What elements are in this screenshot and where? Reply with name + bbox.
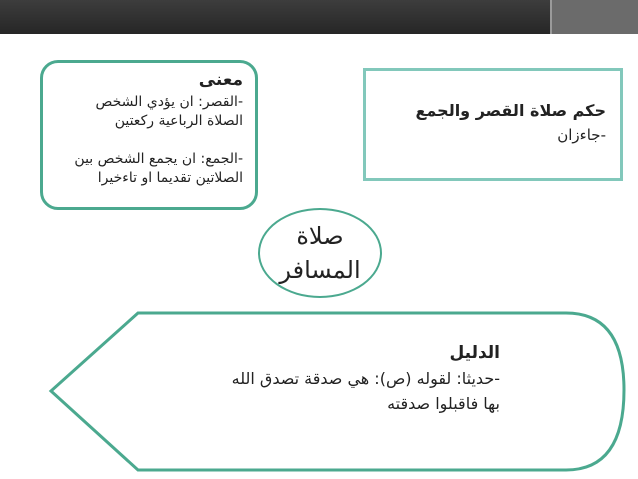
top-bar [0,0,638,34]
meaning-card [40,60,258,210]
meaning-qasr-line-1: -القصر: ان يؤدي الشخص [95,94,243,110]
evidence-line-2: بها فاقبلوا صدقته [387,394,500,413]
meaning-jam-line-2: الصلاتين تقديما او تاءخيرا [97,170,243,186]
oval-line-1: صلاة [296,222,344,250]
meaning-qasr-line-2: الصلاة الرباعية ركعتين [114,113,243,129]
meaning-spacer [53,131,243,150]
oval-line-2: المسافر [279,256,361,284]
ruling-line: -جاءزان [557,126,606,144]
top-bar-accent [550,0,638,34]
meaning-title: معنى [198,70,243,90]
ruling-title: حكم صلاة القصر والجمع [415,101,606,120]
evidence-line-1: -حديثا: لقوله (ص): هي صدقة تصدق الله [231,369,500,388]
center-topic-oval [258,208,382,298]
meaning-jam-line-1: -الجمع: ان يجمع الشخص بين [74,151,243,167]
ruling-card [363,68,623,181]
evidence-card [150,340,500,416]
evidence-title: الدليل [449,343,500,363]
